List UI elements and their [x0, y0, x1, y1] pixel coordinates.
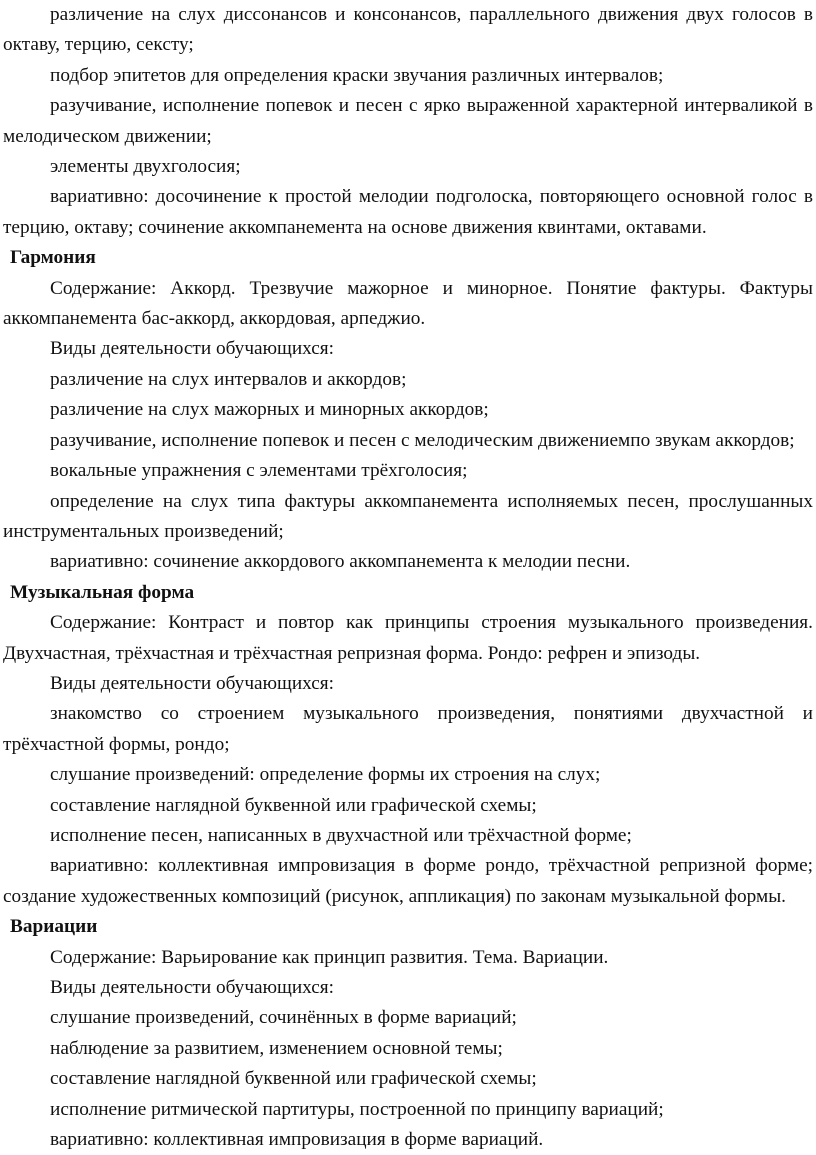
- paragraph: различение на слух диссонансов и консонансов, параллельного движения двух голосов в октаву, терцию, сексту;: [3, 4, 813, 56]
- paragraph: Виды деятельности обучающихся:: [50, 338, 335, 360]
- paragraph: вокальные упражнения с элементами трёхголосия;: [50, 460, 468, 482]
- paragraph: исполнение ритмической партитуры, построенной по принципу вариаций;: [50, 1098, 664, 1120]
- paragraph: подбор эпитетов для определения краски звучания различных интервалов;: [50, 64, 664, 86]
- paragraph: наблюдение за развитием, изменением основной темы;: [50, 1037, 503, 1059]
- paragraph: различение на слух мажорных и минорных аккордов;: [50, 399, 489, 421]
- paragraph: определение на слух типа фактуры аккомпанемента исполняемых песен, прослушанных инструментальных произведений;: [3, 490, 813, 542]
- paragraph: слушание произведений: определение формы их строения на слух;: [50, 764, 601, 786]
- section-heading: Музыкальная форма: [10, 581, 195, 603]
- paragraph: исполнение песен, написанных в двухчастной или трёхчастной форме;: [50, 824, 632, 846]
- paragraph: знакомство со строением музыкального произведения, понятиями двухчастной и трёхчастной формы, рондо;: [3, 703, 813, 755]
- paragraph: вариативно: коллективная импровизация в форме рондо, трёхчастной репризной форме; создание художественных композиций (рисунок, аппликация) по законам музыкальной формы.: [3, 855, 813, 907]
- paragraph: Содержание: Контраст и повтор как принципы строения музыкального произведения. Двухчастная, трёхчастная и трёхчастная репризная форма. Рондо: рефрен и эпизоды.: [3, 612, 813, 664]
- paragraph: составление наглядной буквенной или графической схемы;: [50, 1068, 537, 1090]
- section-heading: Вариации: [10, 916, 98, 938]
- paragraph: вариативно: коллективная импровизация в форме вариаций.: [50, 1129, 544, 1151]
- paragraph: вариативно: досочинение к простой мелодии подголоска, повторяющего основной голос в терцию, октаву; сочинение аккомпанемента на основе движения квинтами, октавами.: [3, 186, 813, 238]
- paragraph: слушание произведений, сочинённых в форме вариаций;: [50, 1007, 517, 1029]
- paragraph: вариативно: сочинение аккордового аккомпанемента к мелодии песни.: [50, 551, 631, 573]
- paragraph: элементы двухголосия;: [50, 156, 241, 178]
- paragraph: Содержание: Аккорд. Трезвучие мажорное и минорное. Понятие фактуры. Фактуры аккомпанемента бас-аккорд, аккордовая, арпеджио.: [3, 277, 813, 330]
- section-heading: Гармония: [10, 247, 96, 269]
- paragraph: различение на слух интервалов и аккордов;: [50, 368, 407, 390]
- paragraph: Виды деятельности обучающихся:: [50, 977, 335, 998]
- paragraph: Содержание: Варьирование как принцип развития. Тема. Вариации.: [50, 946, 609, 968]
- paragraph: разучивание, исполнение попевок и песен с мелодическим движениемпо звукам аккордов;: [50, 429, 795, 451]
- paragraph: разучивание, исполнение попевок и песен с ярко выраженной характерной интерваликой в мелодическом движении;: [3, 95, 813, 147]
- paragraph: составление наглядной буквенной или графической схемы;: [50, 794, 537, 816]
- paragraph: Виды деятельности обучающихся:: [50, 672, 335, 694]
